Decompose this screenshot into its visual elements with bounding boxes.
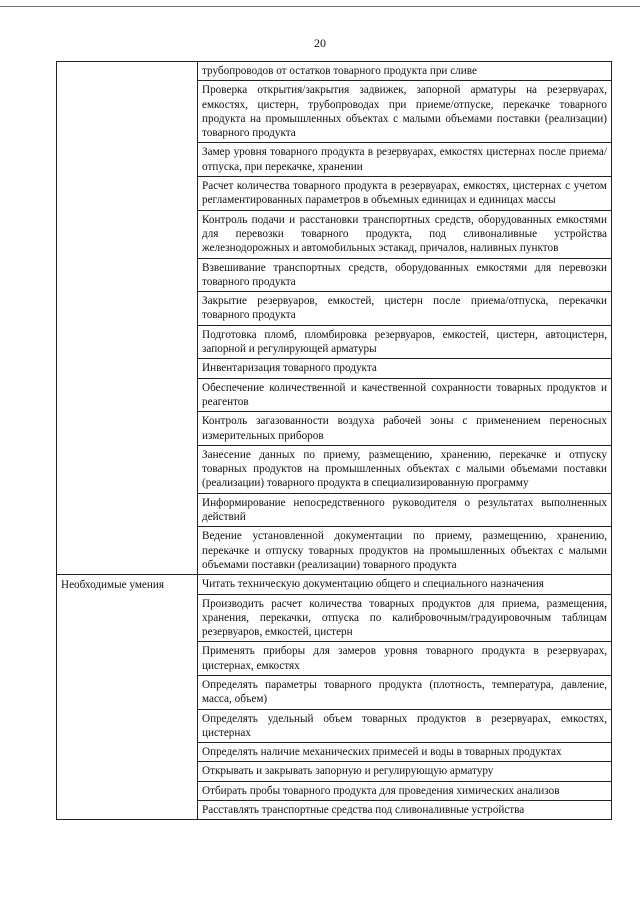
content-cell: Отбирать пробы товарного продукта для проведения химических анализов: [198, 781, 612, 800]
section-label: [57, 62, 198, 575]
content-cell: Обеспечение количественной и качественной сохранности товарных продуктов и реагентов: [198, 378, 612, 412]
content-cell: Применять приборы для замеров уровня товарного продукта в резервуарах, цистернах, емкостях: [198, 642, 612, 676]
section-label: Необходимые умения: [57, 575, 198, 820]
content-cell: Информирование непосредственного руководителя о результатах выполненных действий: [198, 493, 612, 527]
content-cell: Производить расчет количества товарных продуктов для приема, размещения, хранения, перекачки, отпуска по калибровочным/градуировочным таблицам резервуаров, емкостей, цистерн: [198, 594, 612, 642]
content-cell: Расставлять транспортные средства под сливоналивные устройства: [198, 801, 612, 820]
table-row: [57, 62, 612, 81]
content-cell: Контроль загазованности воздуха рабочей зоны с применением переносных измерительных приборов: [198, 412, 612, 446]
content-cell: Определять параметры товарного продукта (плотность, температура, давление, масса, объем): [198, 675, 612, 709]
content-cell: Проверка открытия/закрытия задвижек, запорной арматуры на резервуарах, емкостях, цистерн, трубопроводах при приеме/отпуске, перекачке товарного продукта на промышленных объектах с малыми объемами поставки (реализации) товарного продукта: [198, 81, 612, 143]
content-cell: Контроль подачи и расстановки транспортных средств, оборудованных емкостями для перевозки товарного продукта, под сливоналивные устройства железнодорожных и автомобильных эстакад, причалов, наливных пунктов: [198, 210, 612, 258]
competency-table: [56, 61, 612, 820]
content-cell: Определять наличие механических примесей и воды в товарных продуктах: [198, 743, 612, 762]
table-row: [57, 575, 612, 594]
content-cell: Расчет количества товарного продукта в резервуарах, емкостях, цистернах с учетом регламентированных параметров в объемных единицах и единицах массы: [198, 177, 612, 211]
content-cell: Инвентаризация товарного продукта: [198, 359, 612, 378]
content-cell: Открывать и закрывать запорную и регулирующую арматуру: [198, 762, 612, 781]
content-cell: Ведение установленной документации по приему, размещению, хранению, перекачке и отпуску товарных продуктов на промышленных объектах с малыми объемами поставки (реализации) товарного продукта: [198, 527, 612, 575]
content-cell: Определять удельный объем товарных продуктов в резервуарах, емкостях, цистернах: [198, 709, 612, 743]
page-number: 20: [314, 36, 326, 50]
content-cell: Замер уровня товарного продукта в резервуарах, емкостях цистернах после приема/отпуска, при перекачке, хранении: [198, 143, 612, 177]
content-cell: Закрытие резервуаров, емкостей, цистерн после приема/отпуска, перекачки товарного продукта: [198, 292, 612, 326]
scan-edge-line: [0, 6, 640, 7]
content-cell: трубопроводов от остатков товарного продукта при сливе: [198, 62, 612, 81]
content-cell: Читать техническую документацию общего и специального назначения: [198, 575, 612, 594]
content-cell: Занесение данных по приему, размещению, хранению, перекачке и отпуску товарных продуктов на промышленных объектах с малыми объемами поставки (реализации) товарного продукта в специализированную программу: [198, 445, 612, 493]
content-cell: Подготовка пломб, пломбировка резервуаров, емкостей, цистерн, автоцистерн, запорной и регулирующей арматуры: [198, 325, 612, 359]
competency-table-body: [57, 62, 612, 820]
content-cell: Взвешивание транспортных средств, оборудованных емкостями для перевозки товарного продукта: [198, 258, 612, 292]
